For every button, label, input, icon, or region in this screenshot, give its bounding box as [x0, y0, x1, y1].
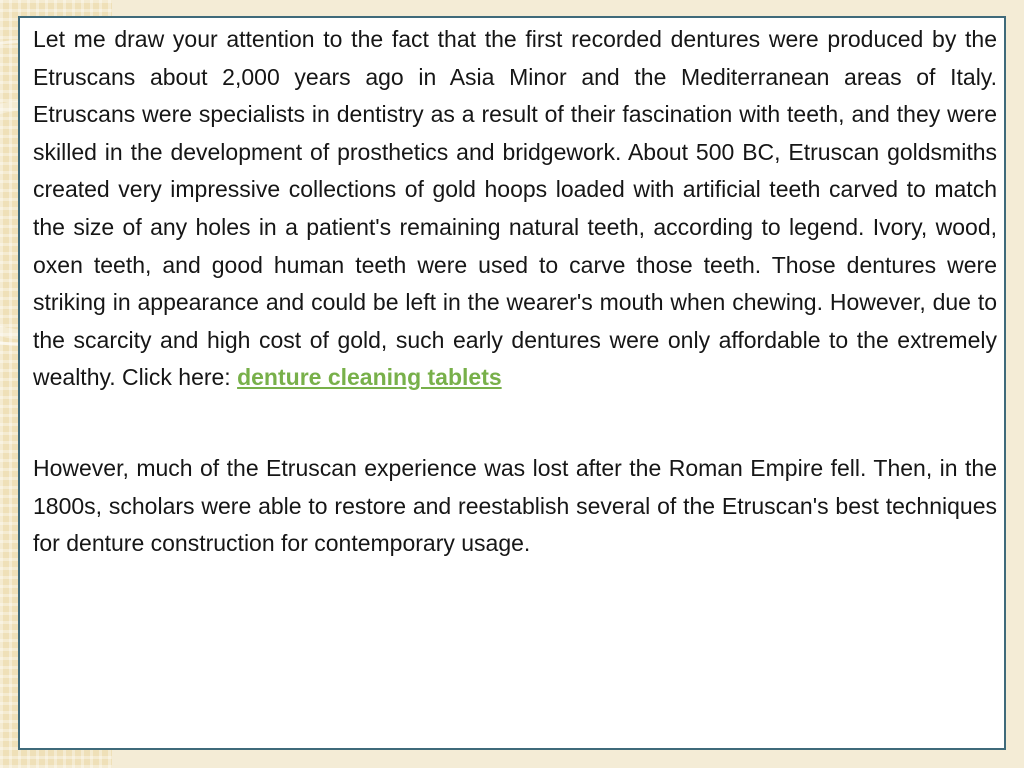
- denture-cleaning-tablets-link[interactable]: denture cleaning tablets: [237, 364, 502, 391]
- paragraph-text: Let me draw your attention to the fact that the first recorded dentures were produced by the Etruscans about 2,000 years ago in Asia Minor and the Mediterranean areas of Italy. Etruscans were specialists in dentistry as a result of their fascination with teeth, and they were skilled in the development of prosthetics and bridgework. About 500 BC, Etruscan goldsmiths created very impressive collections of gold hoops loaded with artificial teeth carved to match the size of any holes in a patient's remaining natural teeth, according to legend. Ivory, wood, oxen teeth, and good human teeth were used to carve those teeth. Those dentures were striking in appearance and could be left in the wearer's mouth when chewing. However, due to the scarcity and high cost of gold, such early dentures were only affordable to the extremely wealthy. Click here:: [33, 26, 997, 391]
- slide-body: [33, 21, 997, 563]
- paragraph-etruscan-dentures: [33, 21, 997, 397]
- slide-content-frame: [18, 16, 1006, 750]
- paragraph-roman-empire: [33, 450, 997, 563]
- paragraph-text: However, much of the Etruscan experience was lost after the Roman Empire fell. Then, in the 1800s, scholars were able to restore and reestablish several of the Etruscan's best techniques for denture construction for contemporary usage.: [33, 454, 997, 557]
